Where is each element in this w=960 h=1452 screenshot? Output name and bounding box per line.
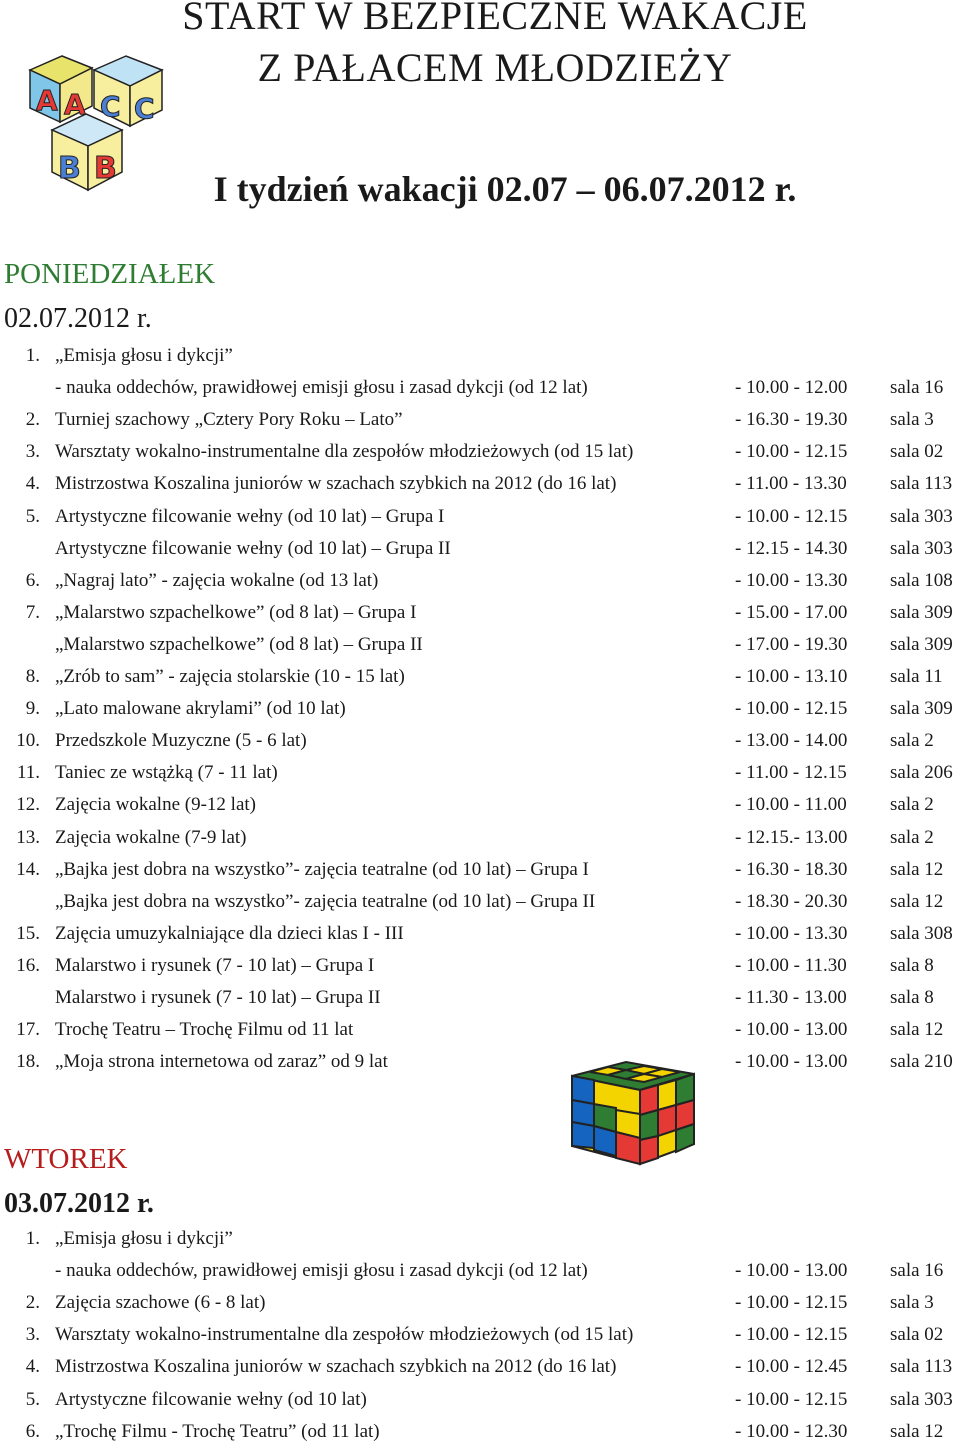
activity-time: - 10.00 - 13.10: [735, 666, 848, 687]
activity-time: - 10.00 - 13.30: [735, 922, 848, 944]
table-row: [0, 1355, 960, 1387]
activity-room: sala 12: [890, 858, 944, 880]
activity-name: - nauka oddechów, prawidłowej emisji głosu i zasad dykcji (od 12 lat): [55, 1260, 588, 1282]
table-row: [0, 1050, 960, 1082]
activity-room: sala 303: [890, 1388, 953, 1410]
activity-room: sala 12: [890, 890, 944, 912]
table-row: [0, 665, 960, 697]
table-row: [0, 344, 960, 376]
activity-room: sala 8: [890, 987, 934, 1008]
activity-time: - 10.00 - 12.15: [735, 1388, 848, 1410]
activity-room: sala 3: [890, 1292, 934, 1314]
table-row: [0, 440, 960, 472]
activity-time: - 10.00 - 12.15: [735, 1324, 848, 1346]
activity-time: - 10.00 - 12.15: [735, 698, 848, 720]
block-letter: A: [64, 88, 86, 121]
activity-room: sala 3: [890, 409, 934, 431]
activity-time: - 10.00 - 13.30: [735, 569, 848, 591]
row-number: 5.: [25, 505, 40, 527]
activity-name: Trochę Teatru – Trochę Filmu od 11 lat: [55, 1019, 354, 1041]
table-row: [0, 1227, 960, 1259]
row-number: 2.: [25, 1292, 40, 1314]
day-name-monday: PONIEDZIAŁEK: [4, 258, 216, 290]
row-number: 3.: [25, 1324, 40, 1346]
row-number: 6.: [25, 569, 40, 591]
row-number: 16.: [16, 954, 40, 976]
activity-room: sala 303: [890, 505, 953, 527]
activity-time: - 10.00 - 12.15: [735, 441, 848, 463]
activity-room: sala 2: [890, 826, 934, 848]
activity-room: sala 309: [890, 698, 953, 720]
activity-time: - 10.00 - 12.15: [735, 1292, 848, 1314]
activity-name: Malarstwo i rysunek (7 - 10 lat) – Grupa I: [55, 954, 375, 976]
activity-name: Przedszkole Muzyczne (5 - 6 lat): [55, 730, 307, 752]
row-number: 4.: [25, 1356, 40, 1378]
table-row: [0, 537, 960, 569]
activity-name: Taniec ze wstążką (7 - 11 lat): [55, 762, 278, 784]
activity-room: sala 11: [890, 666, 943, 687]
activity-room: sala 12: [890, 1019, 944, 1041]
table-row: [0, 1018, 960, 1050]
table-row: [0, 922, 960, 954]
activity-name: Turniej szachowy „Cztery Pory Roku – Lato”: [55, 409, 403, 431]
row-number: 7.: [25, 601, 40, 623]
activity-time: - 10.00 - 12.30: [735, 1420, 848, 1442]
day-date-monday: 02.07.2012 r.: [4, 303, 152, 334]
table-row: [0, 890, 960, 922]
activity-name: „Malarstwo szpachelkowe” (od 8 lat) – Grupa I: [55, 601, 417, 623]
activity-name: „Trochę Filmu - Trochę Teatru” (od 11 lat): [55, 1420, 380, 1442]
row-number: 10.: [16, 730, 40, 752]
activity-time: - 10.00 - 13.00: [735, 1019, 848, 1041]
row-number: 3.: [25, 441, 40, 463]
activity-name: Warsztaty wokalno-instrumentalne dla zespołów młodzieżowych (od 15 lat): [55, 1324, 634, 1346]
activity-time: - 10.00 - 13.00: [735, 1260, 848, 1282]
activity-room: sala 113: [890, 1356, 953, 1378]
block-letter: C: [134, 92, 155, 125]
row-number: 6.: [25, 1420, 40, 1442]
table-row: [0, 697, 960, 729]
table-row: [0, 729, 960, 761]
activity-name: Malarstwo i rysunek (7 - 10 lat) – Grupa II: [55, 987, 381, 1008]
table-row: [0, 793, 960, 825]
activity-name: Artystyczne filcowanie wełny (od 10 lat) – Grupa I: [55, 505, 445, 527]
activity-room: sala 303: [890, 537, 953, 559]
activity-time: - 10.00 - 12.15: [735, 505, 848, 527]
row-number: 12.: [16, 794, 40, 816]
activity-room: sala 309: [890, 633, 953, 655]
table-row: [0, 1323, 960, 1355]
row-number: 15.: [16, 922, 40, 944]
activity-name: - nauka oddechów, prawidłowej emisji głosu i zasad dykcji (od 12 lat): [55, 377, 588, 399]
activity-room: sala 16: [890, 377, 944, 399]
activity-name: „Emisja głosu i dykcji”: [55, 1228, 233, 1249]
table-row: [0, 761, 960, 793]
table-row: [0, 408, 960, 440]
table-row: [0, 1259, 960, 1291]
table-row: [0, 1291, 960, 1323]
row-number: 17.: [16, 1019, 40, 1041]
activity-time: - 10.00 - 11.30: [735, 954, 847, 976]
block-letter: C: [100, 90, 121, 123]
row-number: 13.: [16, 826, 40, 848]
table-row: [0, 826, 960, 858]
row-number: 9.: [25, 698, 40, 720]
table-row: [0, 376, 960, 408]
activity-name: „Zrób to sam” - zajęcia stolarskie (10 - 15 lat): [55, 666, 405, 687]
activity-time: - 11.00 - 12.15: [735, 762, 847, 784]
activity-room: sala 02: [890, 441, 944, 463]
activity-name: Zajęcia umuzykalniające dla dzieci klas I - III: [55, 922, 404, 944]
activity-room: sala 113: [890, 473, 953, 495]
table-row: [0, 1388, 960, 1420]
activity-name: Warsztaty wokalno-instrumentalne dla zespołów młodzieżowych (od 15 lat): [55, 441, 634, 463]
activity-name: „Bajka jest dobra na wszystko”- zajęcia teatralne (od 10 lat) – Grupa I: [55, 858, 589, 880]
activity-room: sala 309: [890, 601, 953, 623]
row-number: 8.: [25, 666, 40, 687]
activity-time: - 11.00 - 13.30: [735, 473, 847, 495]
row-number: 18.: [16, 1051, 40, 1073]
activity-time: - 17.00 - 19.30: [735, 633, 848, 655]
table-row: [0, 986, 960, 1018]
activity-room: sala 2: [890, 730, 934, 752]
activity-time: - 10.00 - 11.00: [735, 794, 847, 816]
activity-room: sala 308: [890, 922, 953, 944]
row-number: 2.: [25, 409, 40, 431]
activity-time: - 13.00 - 14.00: [735, 730, 848, 752]
page-title-line2: Z PAŁACEM MŁODZIEŻY: [257, 45, 733, 90]
activity-name: „Malarstwo szpachelkowe” (od 8 lat) – Grupa II: [55, 633, 423, 655]
table-row: [0, 633, 960, 665]
row-number: 4.: [25, 473, 40, 495]
activity-name: Artystyczne filcowanie wełny (od 10 lat) – Grupa II: [55, 537, 451, 559]
activity-room: sala 206: [890, 762, 953, 784]
table-row: [0, 1420, 960, 1452]
activity-name: Mistrzostwa Koszalina juniorów w szachach szybkich na 2012 (do 16 lat): [55, 1356, 617, 1378]
table-row: [0, 858, 960, 890]
activity-name: Zajęcia wokalne (9-12 lat): [55, 794, 256, 816]
activity-name: „Nagraj lato” - zajęcia wokalne (od 13 lat): [55, 569, 379, 591]
activity-name: „Emisja głosu i dykcji”: [55, 345, 233, 366]
block-letter: A: [36, 84, 58, 117]
block-letter: B: [58, 151, 81, 186]
activity-name: „Bajka jest dobra na wszystko”- zajęcia teatralne (od 10 lat) – Grupa II: [55, 890, 596, 912]
day-name-tuesday: WTOREK: [4, 1143, 128, 1175]
activity-time: - 18.30 - 20.30: [735, 890, 848, 912]
activity-name: Zajęcia wokalne (7-9 lat): [55, 826, 247, 848]
activity-room: sala 210: [890, 1051, 953, 1073]
week-heading: I tydzień wakacji 02.07 – 06.07.2012 r.: [213, 169, 797, 209]
day-date-tuesday: 03.07.2012 r.: [4, 1188, 154, 1219]
activity-time: - 10.00 - 12.45: [735, 1356, 848, 1378]
table-row: [0, 601, 960, 633]
activity-name: „Moja strona internetowa od zaraz” od 9 lat: [55, 1051, 388, 1073]
activity-time: - 11.30 - 13.00: [735, 987, 847, 1008]
rubiks-cube-icon: [566, 1060, 702, 1170]
activity-time: - 16.30 - 19.30: [735, 409, 848, 431]
activity-name: Mistrzostwa Koszalina juniorów w szachach szybkich na 2012 (do 16 lat): [55, 473, 617, 495]
activity-room: sala 16: [890, 1260, 944, 1282]
table-row: [0, 505, 960, 537]
activity-time: - 12.15 - 14.30: [735, 537, 848, 559]
activity-time: - 10.00 - 12.00: [735, 377, 848, 399]
activity-room: sala 8: [890, 954, 934, 976]
row-number: 1.: [25, 1228, 40, 1249]
row-number: 5.: [25, 1388, 40, 1410]
activity-time: - 12.15.- 13.00: [735, 826, 848, 848]
activity-room: sala 02: [890, 1324, 944, 1346]
block-letter: B: [94, 151, 117, 186]
activity-name: Zajęcia szachowe (6 - 8 lat): [55, 1292, 266, 1314]
row-number: 14.: [16, 858, 40, 880]
activity-room: sala 108: [890, 569, 953, 591]
table-row: [0, 569, 960, 601]
activity-time: - 10.00 - 13.00: [735, 1051, 848, 1073]
activity-name: Artystyczne filcowanie wełny (od 10 lat): [55, 1388, 367, 1410]
activity-name: „Lato malowane akrylami” (od 10 lat): [55, 698, 346, 720]
activity-time: - 15.00 - 17.00: [735, 601, 848, 623]
row-number: 1.: [25, 345, 40, 366]
table-row: [0, 954, 960, 986]
table-row: [0, 472, 960, 504]
activity-time: - 16.30 - 18.30: [735, 858, 848, 880]
page-title-line1: START W BEZPIECZNE WAKACJE: [182, 0, 808, 38]
activity-room: sala 12: [890, 1420, 944, 1442]
row-number: 11.: [16, 762, 40, 784]
activity-room: sala 2: [890, 794, 934, 816]
